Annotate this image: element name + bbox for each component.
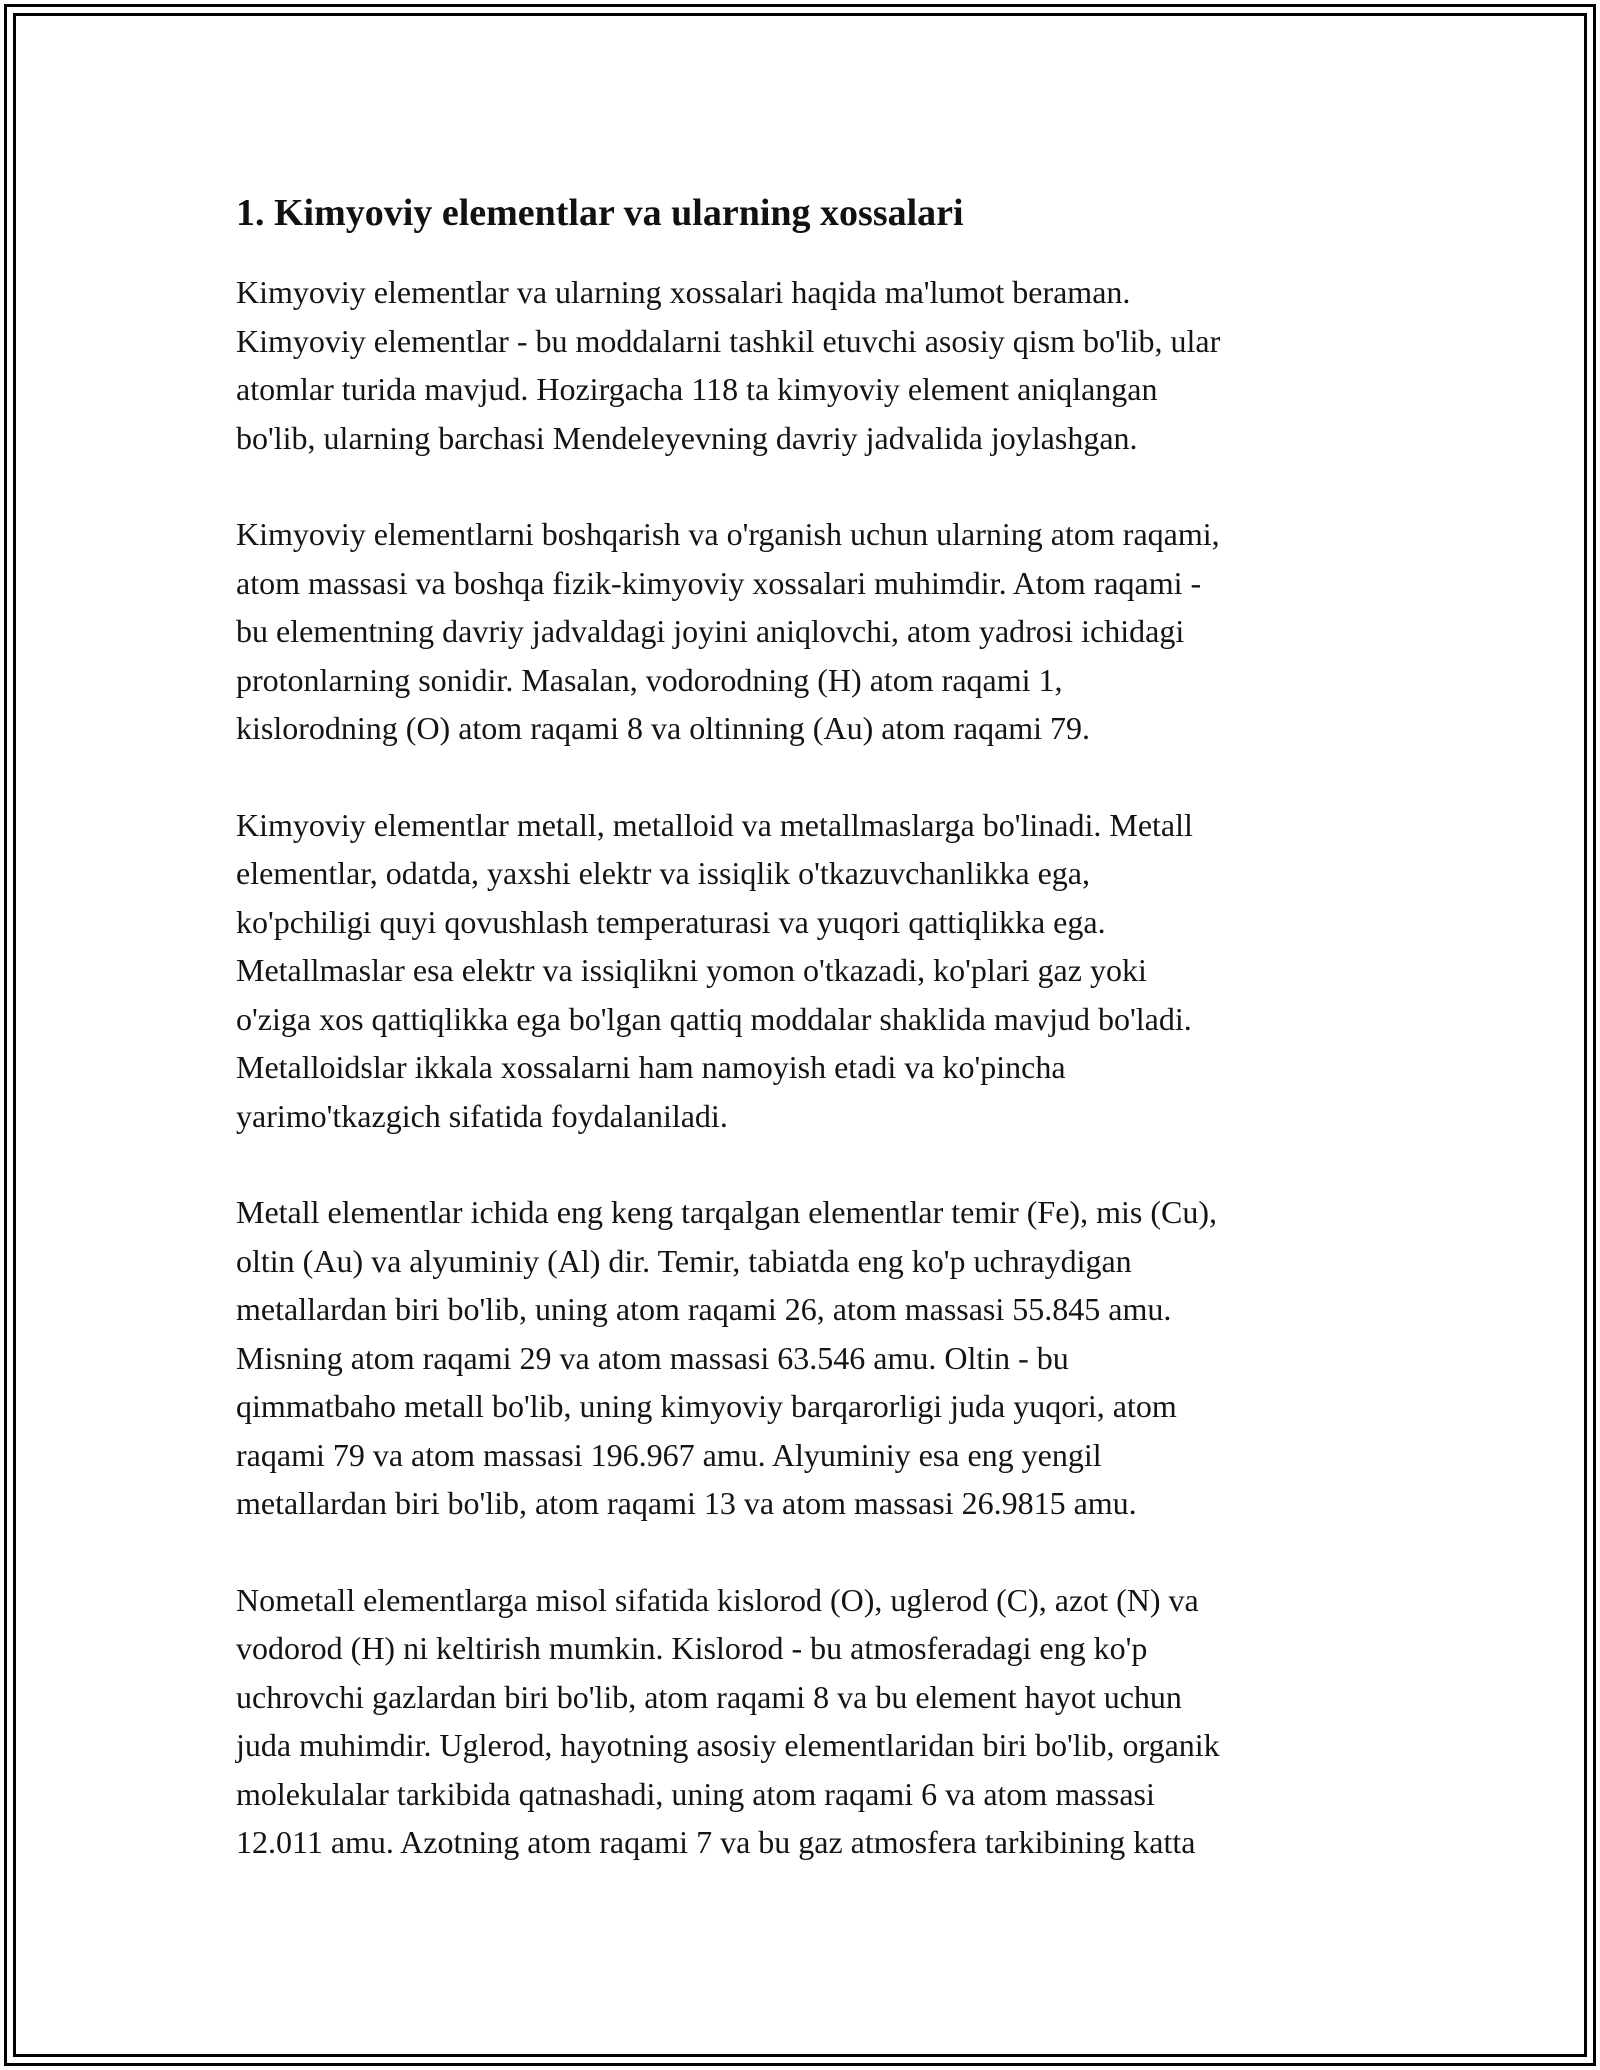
paragraph-4: Metall elementlar ichida eng keng tarqalgan elementlar temir (Fe), mis (Cu), oltin (Au) va alyuminiy (Al) dir. Temir, tabiatda eng ko'p uchraydigan metallardan biri bo'lib, uning atom raqami 26, atom massasi 55.845 amu. Misning atom raqami 29 va atom massasi 63.546 amu. Oltin - bu qimmatbaho metall bo'lib, uning kimyoviy barqarorligi juda yuqori, atom raqami 79 va atom massasi 196.967 amu. Alyuminiy esa eng yengil metallardan biri bo'lib, atom raqami 13 va atom massasi 26.9815 amu. <box>236 1194 1217 1521</box>
paragraph-2: Kimyoviy elementlarni boshqarish va o'rganish uchun ularning atom raqami, atom massasi va boshqa fizik-kimyoviy xossalari muhimdir. Atom raqami - bu elementning davriy jadvaldagi joyini aniqlovchi, atom yadrosi ichidagi protonlarning sonidir. Masalan, vodorodning (H) atom raqami 1, kislorodning (O) atom raqami 8 va oltinning (Au) atom raqami 79. <box>236 516 1220 746</box>
paragraph-5: Nometall elementlarga misol sifatida kislorod (O), uglerod (C), azot (N) va vodorod (H) ni keltirish mumkin. Kislorod - bu atmosferadagi eng ko'p uchrovchi gazlardan biri bo'lib, atom raqami 8 va bu element hayot uchun juda muhimdir. Uglerod, hayotning asosiy elementlaridan biri bo'lib, organik molekulalar tarkibida qatnashadi, uning atom raqami 6 va atom massasi 12.011 amu. Azotning atom raqami 7 va bu gaz atmosfera tarkibining katta <box>236 1581 1220 1860</box>
section-heading: 1. Kimyoviy elementlar va ularning xossalari <box>236 192 964 234</box>
paragraph-3: Kimyoviy elementlar metall, metalloid va metallmaslarga bo'linadi. Metall elementlar, odatda, yaxshi elektr va issiqlik o'tkazuvchanlikka ega, ko'pchiligi quyi qovushlash temperaturasi va yuqori qattiqlikka ega. Metallmaslar esa elektr va issiqlikni yomon o'tkazadi, ko'plari gaz yoki o'ziga xos qattiqlikka ega bo'lgan qattiq moddalar shaklida mavjud bo'ladi. Metalloidslar ikkala xossalarni ham namoyish etadi va ko'pincha yarimo'tkazgich sifatida foydalaniladi. <box>236 806 1193 1134</box>
paragraph-1: Kimyoviy elementlar va ularning xossalari haqida ma'lumot beraman. Kimyoviy elementlar - bu moddalarni tashkil etuvchi asosiy qism bo'lib, ular atomlar turida mavjud. Hozirgacha 118 ta kimyoviy element aniqlangan bo'lib, ularning barchasi Mendeleyevning davriy jadvalida joylashgan. <box>236 274 1221 456</box>
document-body <box>236 186 1386 1915</box>
